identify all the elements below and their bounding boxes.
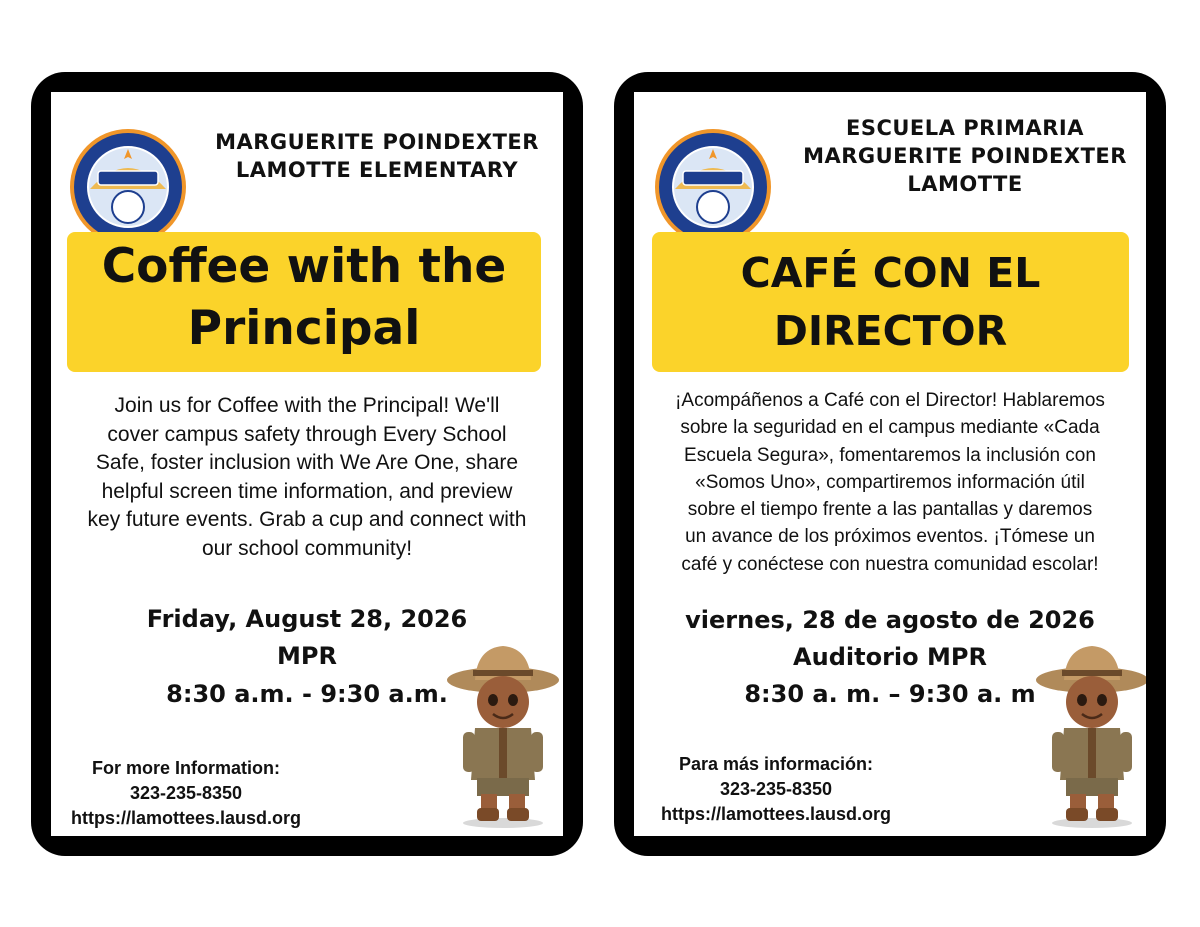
contact-website[interactable]: https://lamottees.lausd.org [660,804,892,824]
headline-banner [652,232,1129,372]
description-line: Escuela Segura», fomentaremos la inclusión con [684,444,1096,466]
contact-phone: 323-235-8350 [129,783,243,803]
contact-label: Para más información: [678,754,874,774]
headline [652,244,1129,360]
event-date: viernes, 28 de agosto de 2026 [685,606,1095,634]
contact-label: For more Information: [92,758,280,778]
description-line: our school community! [201,536,413,560]
headline-line1: Coffee with the [101,239,507,294]
headline-line1: CAFÉ CON EL [740,249,1041,297]
description-line: café y conéctese con nuestra comunidad escolar! [681,553,1099,575]
school-logo-icon [68,127,188,247]
headline-line2: Principal [187,301,421,356]
explorer-mascot-icon [1032,640,1146,830]
description-line: Safe, foster inclusion with We Are One, share [95,451,519,474]
school-name-line1: MARGUERITE POINDEXTER [215,130,539,154]
english-flyer [31,72,583,856]
description-line: sobre la seguridad en el campus mediante «Cada [680,417,1100,439]
contact-info [66,756,306,831]
school-name [191,128,563,184]
school-name-line1: ESCUELA PRIMARIA [846,116,1084,140]
contact-phone: 323-235-8350 [719,779,833,799]
contact-website[interactable]: https://lamottees.lausd.org [70,808,302,828]
description-line: helpful screen time information, and preview [101,479,513,503]
description-line: cover campus safety through Every School [107,422,507,446]
headline-banner [67,232,541,372]
school-name-line3: LAMOTTE [907,172,1023,196]
description-line: «Somos Uno», compartiremos información útil [695,471,1085,493]
headline-line2: DIRECTOR [773,307,1008,355]
event-location: MPR [277,642,337,670]
event-date: Friday, August 28, 2026 [146,605,468,633]
school-name-line2: LAMOTTE ELEMENTARY [235,158,519,182]
event-description [51,392,563,563]
english-flyer-screen [51,92,563,836]
school-name-line2: MARGUERITE POINDEXTER [803,144,1127,168]
headline [67,236,541,360]
event-time: 8:30 a. m. – 9:30 a. m [744,680,1036,708]
event-description [634,387,1146,578]
school-logo-icon [653,127,773,247]
spanish-flyer-screen [634,92,1146,836]
contact-info [656,752,896,827]
description-line: key future events. Grab a cup and connect with [87,508,527,531]
description-line: un avance de los próximos eventos. ¡Tómese un [685,526,1095,548]
description-line: Join us for Coffee with the Principal! We'll [114,394,500,417]
description-line: ¡Acompáñenos a Café con el Director! Hablaremos [675,390,1105,411]
event-time: 8:30 a.m. - 9:30 a.m. [166,680,448,708]
description-line: sobre el tiempo frente a las pantallas y daremos [687,499,1093,521]
spanish-flyer [614,72,1166,856]
explorer-mascot-icon [443,640,563,830]
event-location: Auditorio MPR [793,643,987,671]
school-name [779,114,1146,198]
